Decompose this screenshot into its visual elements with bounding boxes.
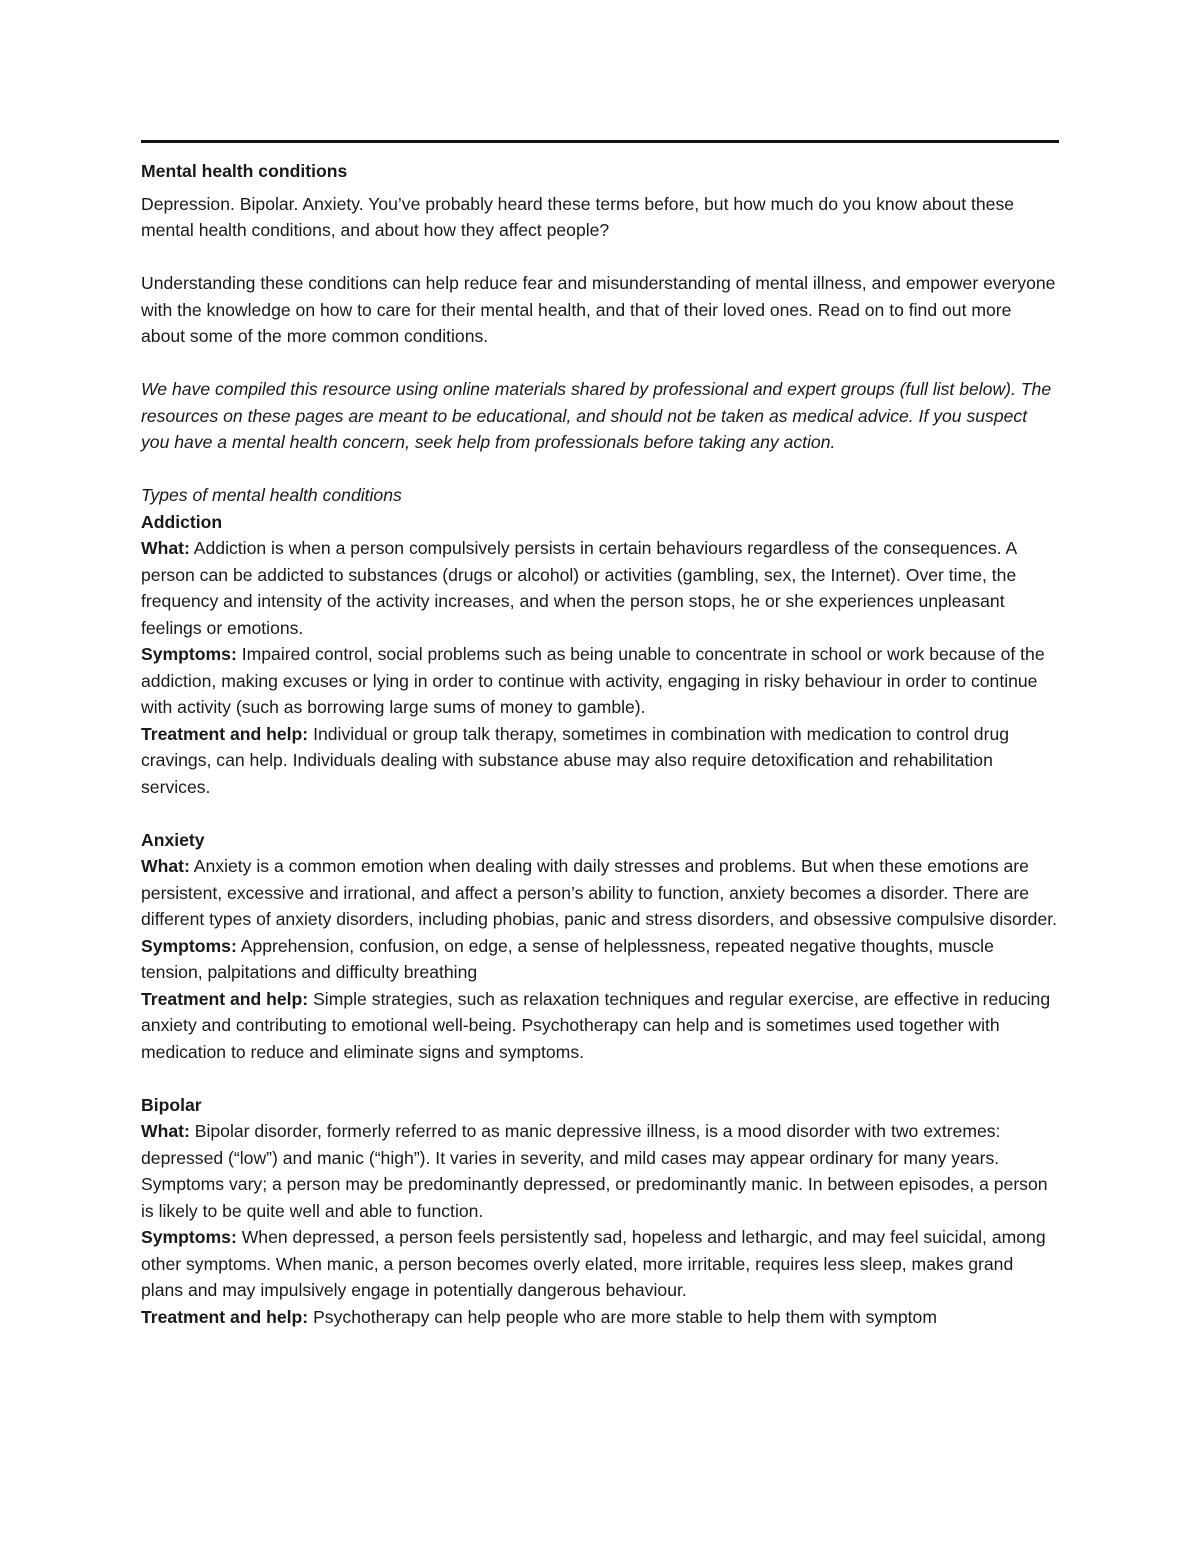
- symptoms-paragraph: [141, 933, 1059, 986]
- treatment-label: Treatment and help:: [141, 723, 309, 744]
- treatment-text: Simple strategies, such as relaxation techniques and regular exercise, are effective in reducing anxiety and contributing to emotional well-being. Psychotherapy can help and is sometimes used together with medication to reduce and eliminate signs and symptoms.: [141, 988, 1051, 1062]
- what-label: What:: [141, 856, 190, 876]
- symptoms-paragraph: [141, 641, 1059, 721]
- section-heading: Bipolar: [141, 1094, 202, 1115]
- symptoms-label: Symptoms:: [141, 935, 237, 956]
- document-body: [141, 158, 1059, 1330]
- page-title: Mental health conditions: [141, 161, 348, 181]
- treatment-text: Individual or group talk therapy, sometimes in combination with medication to control drug cravings, can help. Individuals dealing with substance abuse may also require detoxification and rehabilitation services.: [141, 723, 1010, 797]
- symptoms-paragraph: [141, 1224, 1059, 1304]
- symptoms-text: When depressed, a person feels persistently sad, hopeless and lethargic, and may feel suicidal, among other symptoms. When manic, a person becomes overly elated, more irritable, requires less sleep, makes grand plans and may impulsively engage in potentially dangerous behaviour.: [141, 1227, 1046, 1300]
- what-paragraph: [141, 535, 1059, 641]
- treatment-paragraph: [141, 1304, 1059, 1331]
- symptoms-text: Apprehension, confusion, on edge, a sense of helplessness, repeated negative thoughts, muscle tension, palpitations and difficulty breathing: [141, 935, 994, 982]
- types-heading: Types of mental health conditions: [141, 485, 402, 505]
- disclaimer-paragraph: We have compiled this resource using online materials shared by professional and expert groups (full list below). The resources on these pages are meant to be educational, and should not be taken as medical advice. If you suspect you have a mental health concern, seek help from professionals before taking any action.: [141, 379, 1052, 452]
- what-paragraph: [141, 853, 1059, 933]
- intro-paragraph-2: Understanding these conditions can help reduce fear and misunderstanding of mental illness, and empower everyone with the knowledge on how to care for their mental health, and that of their loved ones. Read on to find out more about some of the more common conditions.: [141, 273, 1056, 346]
- intro-paragraph-1: Depression. Bipolar. Anxiety. You’ve probably heard these terms before, but how much do you know about these mental health conditions, and about how they affect people?: [141, 193, 1015, 240]
- section-heading: Addiction: [141, 511, 223, 532]
- section-anxiety: [141, 827, 1059, 1066]
- section-bipolar: [141, 1092, 1059, 1331]
- treatment-label: Treatment and help:: [141, 988, 309, 1009]
- treatment-label: Treatment and help:: [141, 1306, 309, 1327]
- treatment-paragraph: [141, 986, 1059, 1066]
- symptoms-label: Symptoms:: [141, 1227, 237, 1247]
- symptoms-label: Symptoms:: [141, 644, 237, 664]
- what-text: Addiction is when a person compulsively persists in certain behaviours regardless of the consequences. A person can be addicted to substances (drugs or alcohol) or activities (gambling, sex, the Internet). Over time, the frequency and intensity of the activity increases, and when the person stops, he or she experiences unpleasant feelings or emotions.: [141, 538, 1017, 638]
- section-heading: Anxiety: [141, 829, 205, 850]
- what-label: What:: [141, 538, 190, 558]
- what-text: Anxiety is a common emotion when dealing with daily stresses and problems. But when these emotions are persistent, excessive and irrational, and affect a person’s ability to function, anxiety becomes a disorder. There are different types of anxiety disorders, including phobias, panic and stress disorders, and obsessive compulsive disorder.: [141, 856, 1058, 929]
- what-text: Bipolar disorder, formerly referred to as manic depressive illness, is a mood disorder with two extremes: depressed (“low”) and manic (“high”). It varies in severity, and mild cases may appear ordinary for many years. Symptoms vary; a person may be predominantly depressed, or predominantly manic. In between episodes, a person is likely to be quite well and able to function.: [141, 1121, 1048, 1221]
- treatment-paragraph: [141, 721, 1059, 801]
- section-addiction: [141, 509, 1059, 801]
- what-label: What:: [141, 1121, 190, 1141]
- horizontal-rule: [141, 140, 1059, 143]
- treatment-text: Psychotherapy can help people who are more stable to help them with symptom: [313, 1306, 937, 1327]
- what-paragraph: [141, 1118, 1059, 1224]
- symptoms-text: Impaired control, social problems such as being unable to concentrate in school or work because of the addiction, making excuses or lying in order to continue with activity, engaging in risky behaviour in order to continue with activity (such as borrowing large sums of money to gamble).: [141, 644, 1045, 717]
